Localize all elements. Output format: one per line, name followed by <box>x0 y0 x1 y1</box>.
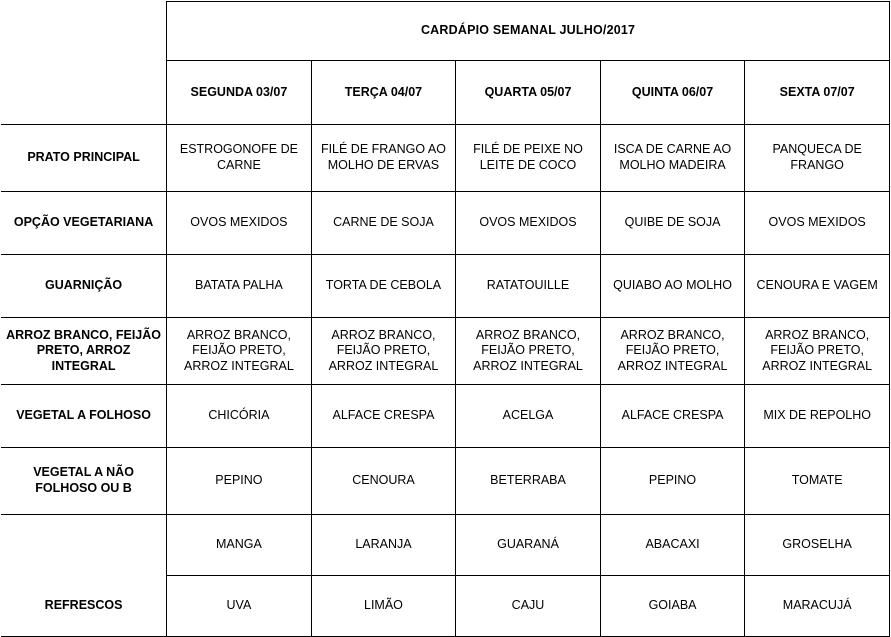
cell-vegetal-nao-folhoso-quinta: PEPINO <box>600 448 745 515</box>
cell-prato-principal-quinta: ISCA DE CARNE AO MOLHO MADEIRA <box>600 125 745 192</box>
cell-arroz-feijao-sexta: ARROZ BRANCO, FEIJÃO PRETO, ARROZ INTEGRAL <box>745 318 890 385</box>
cell-arroz-feijao-segunda: ARROZ BRANCO, FEIJÃO PRETO, ARROZ INTEGRAL <box>167 318 312 385</box>
cell-opcao-vegetariana-quinta: QUIBE DE SOJA <box>600 192 745 255</box>
day-header-terca: TERÇA 04/07 <box>311 61 456 125</box>
cell-opcao-vegetariana-quarta: OVOS MEXIDOS <box>456 192 601 255</box>
row-label-refrescos <box>1 515 167 576</box>
table-row-refrescos-2 <box>1 576 890 637</box>
day-header-quinta: QUINTA 06/07 <box>600 61 745 125</box>
cell-vegetal-nao-folhoso-sexta: TOMATE <box>745 448 890 515</box>
row-label-prato-principal: PRATO PRINCIPAL <box>1 125 167 192</box>
day-header-sexta: SEXTA 07/07 <box>745 61 890 125</box>
cell-refrescos2-terca: LIMÃO <box>311 576 456 637</box>
cell-opcao-vegetariana-segunda: OVOS MEXIDOS <box>167 192 312 255</box>
table-row-prato-principal <box>1 125 890 192</box>
cell-prato-principal-quarta: FILÉ DE PEIXE NO LEITE DE COCO <box>456 125 601 192</box>
table-row-guarnicao <box>1 255 890 318</box>
cell-guarnicao-sexta: CENOURA E VAGEM <box>745 255 890 318</box>
document-title: CARDÁPIO SEMANAL JULHO/2017 <box>167 2 890 61</box>
row-label-arroz-feijao: ARROZ BRANCO, FEIJÃO PRETO, ARROZ INTEGRAL <box>1 318 167 385</box>
cell-arroz-feijao-quinta: ARROZ BRANCO, FEIJÃO PRETO, ARROZ INTEGRAL <box>600 318 745 385</box>
cell-refrescos1-sexta: GROSELHA <box>745 515 890 576</box>
weekly-menu-table <box>1 1 890 637</box>
header-corner-cell <box>1 61 167 125</box>
cell-vegetal-nao-folhoso-terca: CENOURA <box>311 448 456 515</box>
cell-prato-principal-sexta: PANQUECA DE FRANGO <box>745 125 890 192</box>
day-header-quarta: QUARTA 05/07 <box>456 61 601 125</box>
row-label-refrescos-text: REFRESCOS <box>1 576 167 637</box>
cell-vegetal-folhoso-quinta: ALFACE CRESPA <box>600 385 745 448</box>
cell-opcao-vegetariana-terca: CARNE DE SOJA <box>311 192 456 255</box>
cell-vegetal-folhoso-segunda: CHICÓRIA <box>167 385 312 448</box>
table-row-arroz-feijao <box>1 318 890 385</box>
table-row-vegetal-folhoso <box>1 385 890 448</box>
row-label-opcao-vegetariana: OPÇÃO VEGETARIANA <box>1 192 167 255</box>
cell-vegetal-folhoso-terca: ALFACE CRESPA <box>311 385 456 448</box>
cell-refrescos2-quinta: GOIABA <box>600 576 745 637</box>
cell-prato-principal-terca: FILÉ DE FRANGO AO MOLHO DE ERVAS <box>311 125 456 192</box>
cell-refrescos2-segunda: UVA <box>167 576 312 637</box>
cell-vegetal-folhoso-sexta: MIX DE REPOLHO <box>745 385 890 448</box>
cell-refrescos2-quarta: CAJU <box>456 576 601 637</box>
title-row-spacer <box>1 2 167 61</box>
cell-arroz-feijao-terca: ARROZ BRANCO, FEIJÃO PRETO, ARROZ INTEGRAL <box>311 318 456 385</box>
cell-refrescos1-quarta: GUARANÁ <box>456 515 601 576</box>
cell-guarnicao-quarta: RATATOUILLE <box>456 255 601 318</box>
cell-vegetal-nao-folhoso-quarta: BETERRABA <box>456 448 601 515</box>
cell-vegetal-nao-folhoso-segunda: PEPINO <box>167 448 312 515</box>
day-header-segunda: SEGUNDA 03/07 <box>167 61 312 125</box>
row-label-vegetal-folhoso: VEGETAL A FOLHOSO <box>1 385 167 448</box>
cell-arroz-feijao-quarta: ARROZ BRANCO, FEIJÃO PRETO, ARROZ INTEGRAL <box>456 318 601 385</box>
cell-guarnicao-segunda: BATATA PALHA <box>167 255 312 318</box>
header-row <box>1 61 890 125</box>
cell-refrescos1-segunda: MANGA <box>167 515 312 576</box>
cell-refrescos1-terca: LARANJA <box>311 515 456 576</box>
title-row <box>1 2 890 61</box>
table-row-vegetal-nao-folhoso <box>1 448 890 515</box>
cell-prato-principal-segunda: ESTROGONOFE DE CARNE <box>167 125 312 192</box>
cell-guarnicao-terca: TORTA DE CEBOLA <box>311 255 456 318</box>
cell-refrescos2-sexta: MARACUJÁ <box>745 576 890 637</box>
cell-guarnicao-quinta: QUIABO AO MOLHO <box>600 255 745 318</box>
cell-refrescos1-quinta: ABACAXI <box>600 515 745 576</box>
row-label-vegetal-nao-folhoso: VEGETAL A NÃO FOLHOSO OU B <box>1 448 167 515</box>
cell-vegetal-folhoso-quarta: ACELGA <box>456 385 601 448</box>
table-row-refrescos-1 <box>1 515 890 576</box>
cell-opcao-vegetariana-sexta: OVOS MEXIDOS <box>745 192 890 255</box>
table-row-opcao-vegetariana <box>1 192 890 255</box>
row-label-guarnicao: GUARNIÇÃO <box>1 255 167 318</box>
